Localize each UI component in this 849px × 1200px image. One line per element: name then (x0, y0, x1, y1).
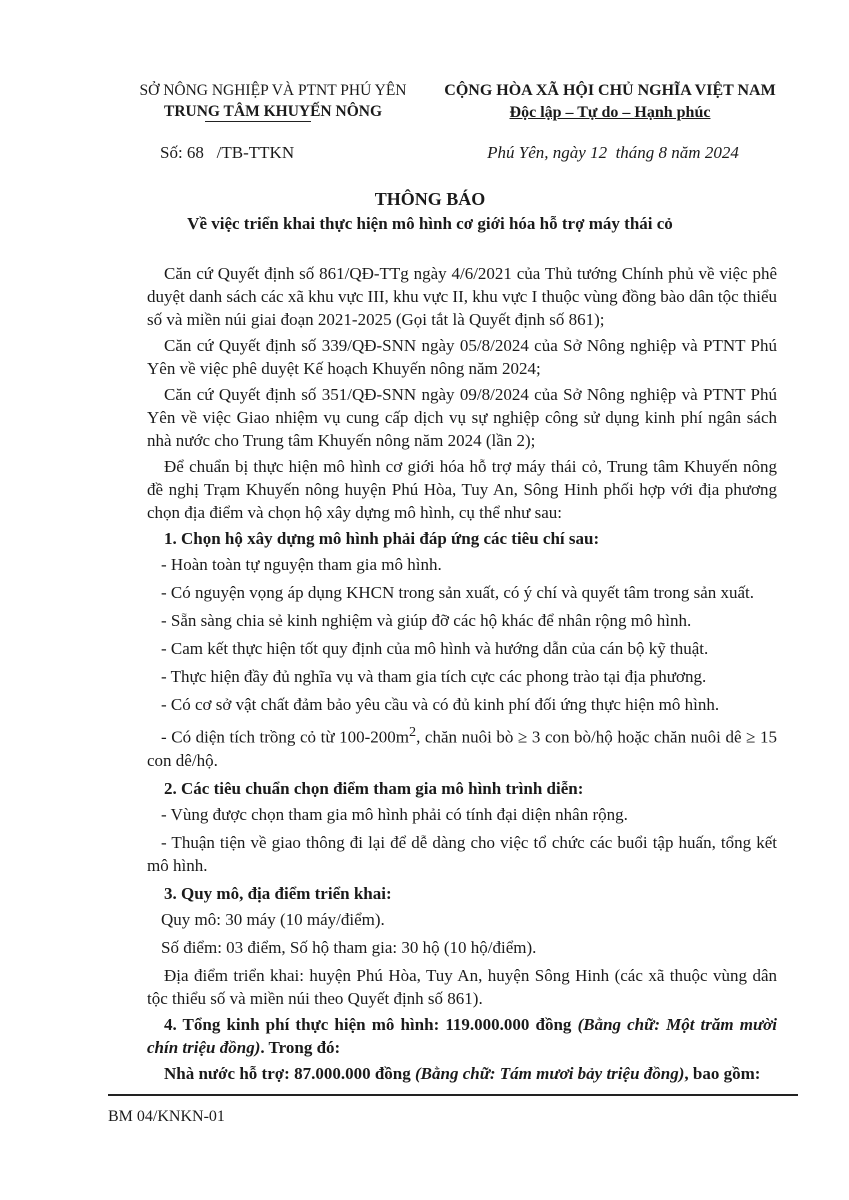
document-subtitle: Về việc triển khai thực hiện mô hình cơ giới hóa hỗ trợ máy thái cỏ (187, 214, 673, 233)
scale-item: Quy mô: 30 máy (10 máy/điểm). (161, 909, 385, 929)
issuing-agency-block (118, 80, 428, 122)
legal-basis-2: Căn cứ Quyết định số 339/QĐ-SNN ngày 05/8/2024 của Sở Nông nghiệp và PTNT Phú Yên về việc phê duyệt Kế hoạch Khuyến nông năm 2024; (147, 336, 777, 378)
national-motto: Độc lập – Tự do – Hạnh phúc (509, 104, 711, 121)
nation-name: CỘNG HÒA XÃ HỘI CHỦ NGHĨA VIỆT NAM (444, 82, 776, 99)
document-body (147, 262, 777, 1088)
total-budget-tail: . Trong đó: (260, 1037, 341, 1057)
criteria-item: - Cam kết thực hiện tốt quy định của mô hình và hướng dẫn của cán bộ kỹ thuật. (161, 639, 709, 658)
state-support-tail: , bao gồm: (684, 1063, 761, 1083)
national-header-block (420, 80, 800, 124)
place-date: Phú Yên, ngày 12 tháng 8 năm 2024 (487, 143, 739, 162)
footer-rule (108, 1094, 798, 1096)
area-unit-sup: 2 (409, 724, 417, 740)
criteria-item: - Sẵn sàng chia sẻ kinh nghiệm và giúp đỡ các hộ khác để nhân rộng mô hình. (161, 611, 692, 630)
criteria-item: - Có cơ sở vật chất đảm bảo yêu cầu và có đủ kinh phí đối ứng thực hiện mô hình. (161, 695, 720, 714)
area-text-b: , chăn nuôi bò ≥ 3 con bò/hộ hoặc chăn nuôi dê ≥ 15 con dê/hộ. (147, 727, 777, 770)
state-support-words: (Bằng chữ: Tám mươi bảy triệu đồng) (415, 1063, 685, 1083)
issuing-agency: TRUNG TÂM KHUYẾN NÔNG (163, 103, 382, 120)
form-code: BM 04/KNKN-01 (108, 1108, 225, 1125)
state-support (147, 1062, 777, 1085)
standard-item: - Vùng được chọn tham gia mô hình phải có tính đại diện nhân rộng. (161, 804, 628, 824)
legal-basis-3: Căn cứ Quyết định số 351/QĐ-SNN ngày 09/8/2024 của Sở Nông nghiệp và PTNT Phú Yên về việc Giao nhiệm vụ cung cấp dịch vụ sự nghiệp công sử dụng kinh phí ngân sách nhà nước cho Trung tâm Khuyến nông năm 2024 (lần 2); (147, 385, 777, 450)
criteria-item-area (147, 721, 777, 772)
agency-underline (205, 121, 311, 122)
location-item: Địa điểm triển khai: huyện Phú Hòa, Tuy An, huyện Sông Hinh (các xã thuộc vùng dân tộc thiểu số và miền núi theo Quyết định số 861). (147, 965, 777, 1008)
section-4-heading (147, 1013, 777, 1059)
intro-paragraph: Để chuẩn bị thực hiện mô hình cơ giới hóa hỗ trợ máy thái cỏ, Trung tâm Khuyến nông đề nghị Trạm Khuyến nông huyện Phú Hòa, Tuy An, Sông Hinh phối hợp với địa phương chọn địa điểm và chọn hộ xây dựng mô hình, cụ thể như sau: (147, 457, 777, 522)
legal-basis-1: Căn cứ Quyết định số 861/QĐ-TTg ngày 4/6/2021 của Thủ tướng Chính phủ về việc phê duyệt danh sách các xã khu vực III, khu vực II, khu vực I thuộc vùng đồng bào dân tộc thiểu số và miền núi giai đoạn 2021-2025 (Gọi tắt là Quyết định số 861); (147, 264, 777, 329)
standard-item: - Thuận tiện về giao thông đi lại để dễ dàng cho việc tổ chức các buổi tập huấn, tổng kết mô hình. (147, 832, 777, 875)
scale-item: Số điểm: 03 điểm, Số hộ tham gia: 30 hộ (10 hộ/điểm). (161, 937, 537, 957)
total-budget: 4. Tổng kinh phí thực hiện mô hình: 119.000.000 đồng (164, 1014, 578, 1034)
document-title: THÔNG BÁO (374, 189, 486, 209)
criteria-item: - Hoàn toàn tự nguyện tham gia mô hình. (161, 555, 442, 574)
state-support-amount: Nhà nước hỗ trợ: 87.000.000 đồng (164, 1063, 415, 1083)
document-number: Số: 68 /TB-TTKN (160, 143, 295, 162)
criteria-item: - Có nguyện vọng áp dụng KHCN trong sản xuất, có ý chí và quyết tâm trong sản xuất. (161, 583, 755, 602)
criteria-item: - Thực hiện đầy đủ nghĩa vụ và tham gia tích cực các phong trào tại địa phương. (161, 667, 707, 686)
area-text-a: - Có diện tích trồng cỏ từ 100-200m (161, 727, 410, 747)
section-3-heading: 3. Quy mô, địa điểm triển khai: (164, 883, 392, 903)
section-2-heading: 2. Các tiêu chuẩn chọn điểm tham gia mô hình trình diễn: (164, 778, 584, 798)
section-1-heading: 1. Chọn hộ xây dựng mô hình phải đáp ứng các tiêu chí sau: (164, 529, 600, 548)
total-budget-words: (Bằng chữ: Một trăm mười chín triệu đồng) (147, 1014, 777, 1057)
parent-agency: SỞ NÔNG NGHIỆP VÀ PTNT PHÚ YÊN (139, 82, 407, 99)
